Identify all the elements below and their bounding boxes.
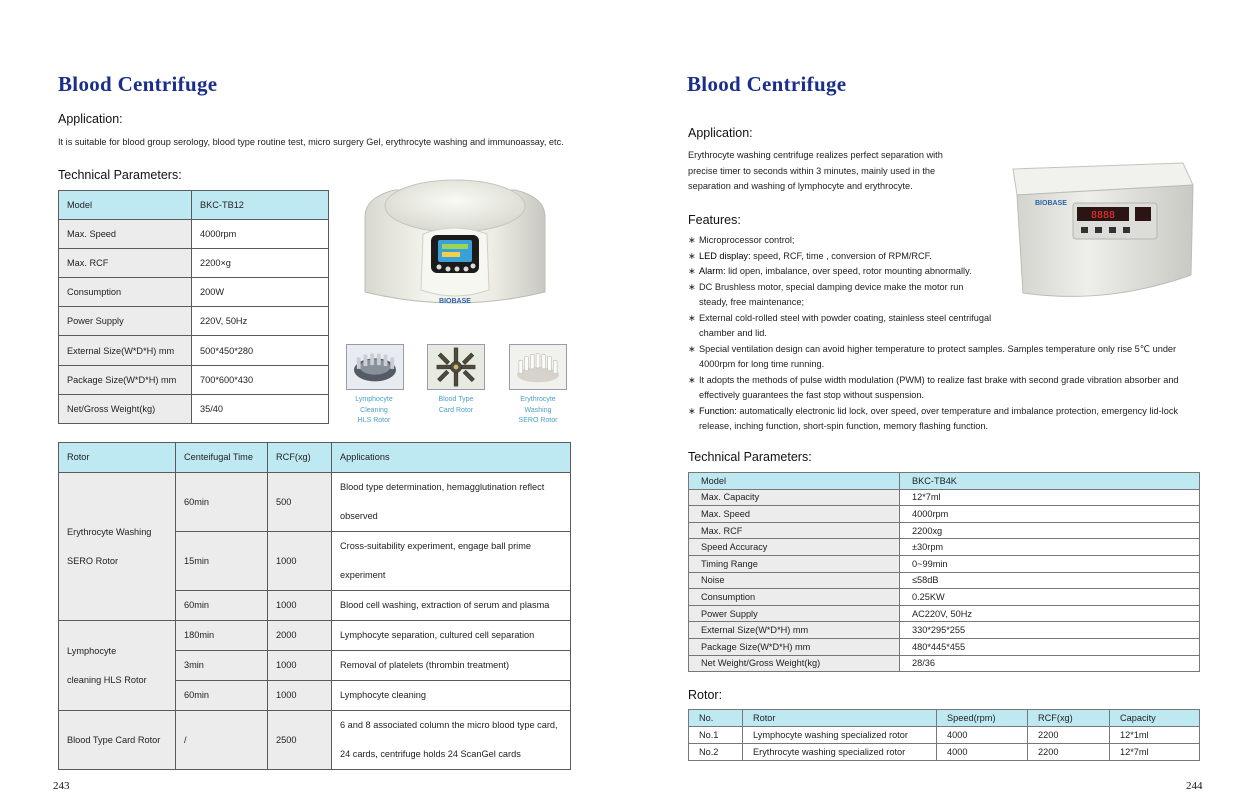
feature-label: LED display: bbox=[699, 250, 751, 261]
page-number: 243 bbox=[53, 780, 70, 792]
param-label: External Size(W*D*H) mm bbox=[689, 622, 900, 639]
table-row bbox=[689, 655, 1200, 672]
rotor-name-cell: Erythrocyte Washing SERO Rotor bbox=[59, 473, 176, 621]
table-row bbox=[689, 622, 1200, 639]
param-value: 200W bbox=[192, 278, 329, 307]
bullet-icon: ∗ bbox=[688, 250, 696, 261]
features-heading: Features: bbox=[688, 213, 741, 227]
table-header-row bbox=[59, 191, 329, 220]
features-list bbox=[688, 233, 1228, 435]
rcf-cell: 2200 bbox=[1028, 727, 1110, 744]
bullet-icon bbox=[688, 326, 699, 342]
time-cell: 3min bbox=[176, 651, 268, 681]
application-cell: experiment bbox=[332, 561, 571, 591]
lymphocyte-rotor-image bbox=[346, 344, 404, 390]
feature-line bbox=[688, 233, 1228, 249]
tech-params-heading: Technical Parameters: bbox=[688, 450, 812, 464]
param-label: External Size(W*D*H) mm bbox=[59, 336, 192, 365]
header-rotor: Rotor bbox=[743, 710, 937, 727]
table-row bbox=[689, 555, 1200, 572]
application-cell: Lymphocyte cleaning bbox=[332, 681, 571, 711]
rotor-applications-table bbox=[58, 442, 571, 770]
rotor-name-cell: Erythrocyte washing specialized rotor bbox=[743, 744, 937, 761]
param-value: 500*450*280 bbox=[192, 336, 329, 365]
speed-cell: 4000 bbox=[937, 744, 1028, 761]
table-row bbox=[689, 605, 1200, 622]
application-cell: observed bbox=[332, 502, 571, 532]
param-value: ≤58dB bbox=[900, 572, 1200, 589]
feature-line bbox=[688, 249, 1228, 265]
table-row bbox=[59, 307, 329, 336]
time-cell: 15min bbox=[176, 532, 268, 591]
param-label: Speed Accuracy bbox=[689, 539, 900, 556]
feature-text: Special ventilation design can avoid higher temperature to protect samples. Samples temperature only rise 5℃ under bbox=[699, 343, 1177, 354]
header-no: No. bbox=[689, 710, 743, 727]
table-row bbox=[59, 249, 329, 278]
application-cell: Removal of platelets (thrombin treatment) bbox=[332, 651, 571, 681]
param-value: 0.25KW bbox=[900, 589, 1200, 606]
param-label: Noise bbox=[689, 572, 900, 589]
application-cell: Blood type determination, hemagglutination reflect bbox=[332, 473, 571, 503]
time-cell: / bbox=[176, 711, 268, 770]
header-rcf: RCF(xg) bbox=[268, 443, 332, 473]
param-label: Package Size(W*D*H) mm bbox=[689, 638, 900, 655]
param-value: 28/36 bbox=[900, 655, 1200, 672]
bullet-icon: ∗ bbox=[688, 281, 696, 292]
bullet-icon bbox=[688, 295, 699, 311]
application-cell: 24 cards, centrifuge holds 24 ScanGel cards bbox=[332, 740, 571, 770]
application-text: It is suitable for blood group serology, blood type routine test, micro surgery Gel, erythrocyte washing and immunoassay, etc. bbox=[58, 137, 564, 147]
rotor-caption-3: Erythrocyte Washing SERO Rotor bbox=[518, 396, 558, 424]
tech-params-heading: Technical Parameters: bbox=[58, 168, 182, 182]
feature-text: External cold-rolled steel with powder coating, stainless steel centrifugal bbox=[699, 312, 992, 323]
header-time: Centeifugal Time bbox=[176, 443, 268, 473]
header-applications: Applications bbox=[332, 443, 571, 473]
feature-line bbox=[688, 419, 1228, 435]
rotor-table bbox=[688, 709, 1200, 761]
table-row bbox=[59, 278, 329, 307]
tech-params-table bbox=[58, 190, 329, 424]
rotor-name-cell: Lymphocyte cleaning HLS Rotor bbox=[59, 621, 176, 711]
param-label: Net Weight/Gross Weight(kg) bbox=[689, 655, 900, 672]
feature-text: 4000rpm for long time running. bbox=[699, 359, 825, 369]
param-value: 2200×g bbox=[192, 249, 329, 278]
bullet-icon bbox=[688, 388, 699, 404]
header-rcf: RCF(xg) bbox=[1028, 710, 1110, 727]
page-title: Blood Centrifuge bbox=[687, 72, 847, 96]
bullet-icon: ∗ bbox=[688, 405, 696, 416]
table-row bbox=[59, 336, 329, 365]
centrifuge-tb12-image bbox=[355, 172, 555, 322]
param-value: BKC-TB4K bbox=[900, 473, 1200, 490]
bullet-icon: ∗ bbox=[688, 235, 696, 245]
time-cell: 180min bbox=[176, 621, 268, 651]
bullet-icon: ∗ bbox=[688, 312, 696, 323]
table-row bbox=[689, 506, 1200, 523]
tech-params-table bbox=[688, 472, 1200, 672]
header-rotor: Rotor bbox=[59, 443, 176, 473]
rcf-cell: 1000 bbox=[268, 532, 332, 591]
bullet-icon: ∗ bbox=[688, 343, 696, 354]
param-label: Max. Capacity bbox=[689, 489, 900, 506]
table-row bbox=[689, 572, 1200, 589]
header-speed: Speed(rpm) bbox=[937, 710, 1028, 727]
rcf-cell: 2500 bbox=[268, 711, 332, 770]
table-row bbox=[689, 638, 1200, 655]
feature-line bbox=[688, 280, 1228, 296]
time-cell: 60min bbox=[176, 473, 268, 532]
param-value: 0~99min bbox=[900, 555, 1200, 572]
application-heading: Application: bbox=[688, 126, 753, 140]
table-row bbox=[689, 522, 1200, 539]
blood-type-card-rotor-image bbox=[427, 344, 485, 390]
param-value: 220V, 50Hz bbox=[192, 307, 329, 336]
page-number: 244 bbox=[1186, 780, 1203, 792]
table-row bbox=[689, 727, 1200, 744]
param-label: Max. RCF bbox=[59, 249, 192, 278]
rotor-name-cell: Lymphocyte washing specialized rotor bbox=[743, 727, 937, 744]
feature-line bbox=[688, 373, 1228, 389]
feature-text: chamber and lid. bbox=[699, 328, 767, 338]
param-label: Max. Speed bbox=[59, 220, 192, 249]
application-text: Erythrocyte washing centrifuge realizes perfect separation with precise timer to seconds within 3 minutes, mainly used in the separation and washing of lymphocyte and erythrocyte. bbox=[688, 150, 943, 191]
bullet-icon bbox=[688, 357, 699, 373]
rcf-cell: 2200 bbox=[1028, 744, 1110, 761]
svg-text:8888: 8888 bbox=[1090, 210, 1116, 221]
param-label: Model bbox=[59, 191, 192, 220]
rotor-heading: Rotor: bbox=[688, 688, 723, 702]
feature-line bbox=[688, 357, 1228, 373]
param-value: 700*600*430 bbox=[192, 365, 329, 394]
bullet-icon: ∗ bbox=[688, 266, 696, 276]
param-value: 35/40 bbox=[192, 394, 329, 423]
feature-text: It adopts the methods of pulse width modulation (PWM) to realize fast brake with second grade vibration absorber and bbox=[699, 374, 1179, 385]
rotor-caption-1: Lymphocyte Cleaning HLS Rotor bbox=[355, 396, 393, 424]
brand-label: BIOBASE bbox=[439, 298, 471, 305]
param-label: Model bbox=[689, 473, 900, 490]
param-value: 480*445*455 bbox=[900, 638, 1200, 655]
param-label: Max. RCF bbox=[689, 522, 900, 539]
table-row bbox=[59, 220, 329, 249]
feature-text: steady, free maintenance; bbox=[699, 297, 805, 307]
param-label: Consumption bbox=[59, 278, 192, 307]
application-cell: Lymphocyte separation, cultured cell separation bbox=[332, 621, 571, 651]
table-row bbox=[59, 711, 571, 741]
rotor-name-cell: Blood Type Card Rotor bbox=[59, 711, 176, 770]
feature-label: Function: bbox=[699, 405, 737, 416]
page-title: Blood Centrifuge bbox=[58, 72, 218, 96]
param-label: Timing Range bbox=[689, 555, 900, 572]
param-label: Power Supply bbox=[59, 307, 192, 336]
feature-line bbox=[688, 342, 1228, 358]
param-value: BKC-TB12 bbox=[192, 191, 329, 220]
feature-line bbox=[688, 404, 1228, 420]
feature-text: DC Brushless motor, special damping device make the motor run bbox=[699, 281, 964, 292]
feature-label: Alarm: bbox=[699, 266, 726, 276]
feature-text: lid open, imbalance, over speed, rotor mounting abnormally. bbox=[725, 266, 972, 276]
rcf-cell: 2000 bbox=[268, 621, 332, 651]
param-value: 330*295*255 bbox=[900, 622, 1200, 639]
bullet-icon: ∗ bbox=[688, 374, 696, 385]
table-header-row bbox=[689, 473, 1200, 490]
table-row bbox=[689, 539, 1200, 556]
header-capacity: Capacity bbox=[1110, 710, 1200, 727]
rotor-caption-2: Blood Type Card Rotor bbox=[438, 396, 474, 414]
param-label: Power Supply bbox=[689, 605, 900, 622]
param-value: 4000rpm bbox=[192, 220, 329, 249]
param-value: 4000rpm bbox=[900, 506, 1200, 523]
speed-cell: 4000 bbox=[937, 727, 1028, 744]
table-row bbox=[59, 473, 571, 503]
table-row bbox=[59, 365, 329, 394]
capacity-cell: 12*1ml bbox=[1110, 727, 1200, 744]
feature-line bbox=[688, 326, 1228, 342]
rcf-cell: 1000 bbox=[268, 651, 332, 681]
time-cell: 60min bbox=[176, 591, 268, 621]
time-cell: 60min bbox=[176, 681, 268, 711]
rcf-cell: 1000 bbox=[268, 681, 332, 711]
table-row bbox=[689, 744, 1200, 761]
feature-text: effectively guarantees the fast stop without suspension. bbox=[699, 390, 925, 400]
param-value: ±30rpm bbox=[900, 539, 1200, 556]
erythrocyte-rotor-image bbox=[509, 344, 567, 390]
table-header-row bbox=[59, 443, 571, 473]
table-row bbox=[59, 394, 329, 423]
param-label: Consumption bbox=[689, 589, 900, 606]
table-row bbox=[59, 621, 571, 651]
feature-line bbox=[688, 295, 1228, 311]
application-cell: 6 and 8 associated column the micro blood type card, bbox=[332, 711, 571, 741]
param-label: Net/Gross Weight(kg) bbox=[59, 394, 192, 423]
rotor-no-cell: No.1 bbox=[689, 727, 743, 744]
bullet-icon bbox=[688, 419, 699, 435]
param-label: Max. Speed bbox=[689, 506, 900, 523]
application-heading: Application: bbox=[58, 112, 123, 126]
capacity-cell: 12*7ml bbox=[1110, 744, 1200, 761]
feature-text: automatically electronic lid lock, over speed, over temperature and imbalance protection, emergency lid-lock bbox=[736, 405, 1179, 416]
table-row bbox=[689, 589, 1200, 606]
application-cell: Blood cell washing, extraction of serum and plasma bbox=[332, 591, 571, 621]
feature-line bbox=[688, 388, 1228, 404]
feature-line bbox=[688, 311, 1228, 327]
feature-text: Microprocessor control; bbox=[699, 235, 795, 245]
rcf-cell: 1000 bbox=[268, 591, 332, 621]
rotor-no-cell: No.2 bbox=[689, 744, 743, 761]
param-value: 12*7ml bbox=[900, 489, 1200, 506]
feature-text: speed, RCF, time , conversion of RPM/RCF. bbox=[750, 250, 932, 261]
table-header-row bbox=[689, 710, 1200, 727]
feature-text: release, inching function, short-spin function, memory flashing function. bbox=[699, 421, 989, 431]
rcf-cell: 500 bbox=[268, 473, 332, 532]
param-value: AC220V, 50Hz bbox=[900, 605, 1200, 622]
param-label: Package Size(W*D*H) mm bbox=[59, 365, 192, 394]
table-row bbox=[689, 489, 1200, 506]
feature-line bbox=[688, 264, 1228, 280]
application-cell: Cross-suitability experiment, engage ball prime bbox=[332, 532, 571, 562]
brand-label: BIOBASE bbox=[1035, 200, 1067, 207]
param-value: 2200xg bbox=[900, 522, 1200, 539]
right-page bbox=[629, 0, 1258, 800]
